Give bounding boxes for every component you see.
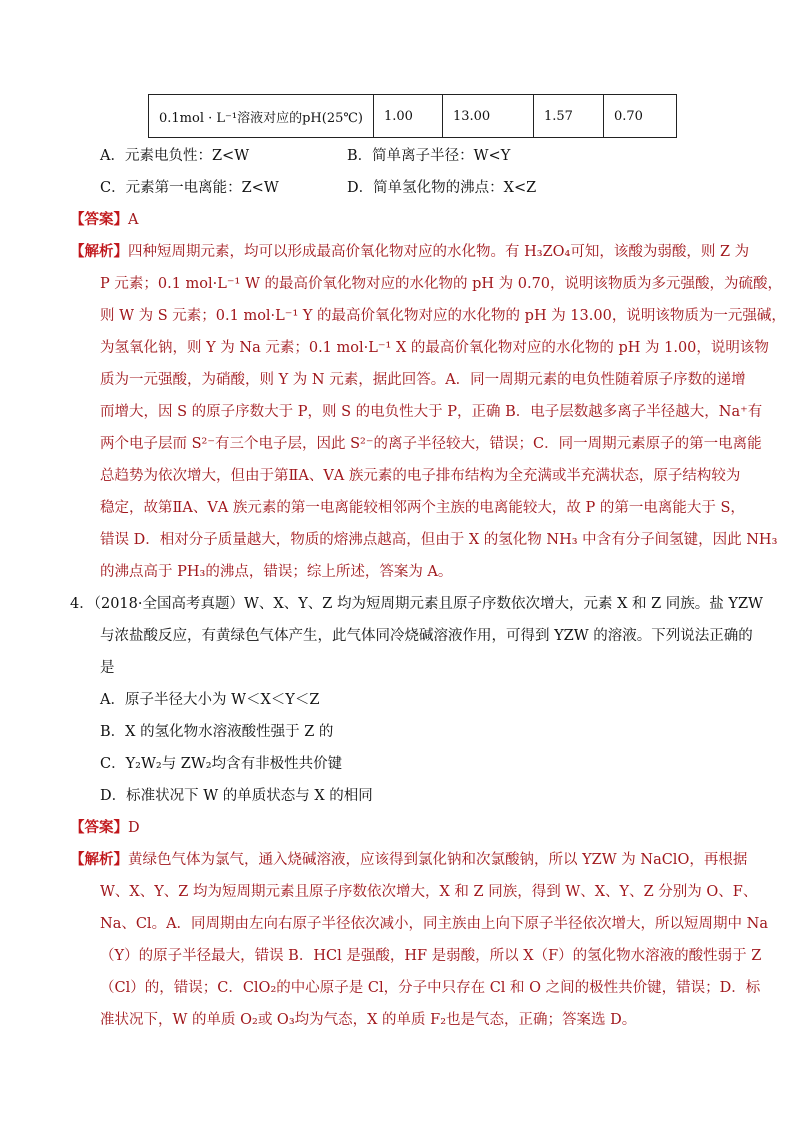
answer-tag: 【答案】 [70,212,128,228]
q3-option-c: C．元素第一电离能：Z<W [100,180,279,196]
q4-option-d: D．标准状况下 W 的单质状态与 X 的相同 [100,788,373,804]
table-label-cell: 0.1mol · L⁻¹溶液对应的pH(25℃) [149,95,374,138]
q4-option-a: A．原子半径大小为 W＜X＜Y＜Z [100,692,320,708]
analysis-line: 的沸点高于 PH₃的沸点，错误；综上所述，答案为 A。 [100,564,453,580]
ph-table [148,94,677,138]
q3-option-b: B．简单离子半径：W<Y [347,148,511,164]
analysis-line: 则 W 为 S 元素；0.1 mol·L⁻¹ Y 的最高价氧化物对应的水化物的 pH 为 13.00，说明该物质为一元强碱， [100,308,786,324]
q3-analysis-tag: 【解析】四种短周期元素，均可以形成最高价氧化物对应的水化物。有 H₃ZO₄可知，该酸为弱酸，则 Z 为 [70,244,750,260]
table-cell: 0.70 [603,95,676,138]
analysis-line: 为氢氧化钠，则 Y 为 Na 元素；0.1 mol·L⁻¹ X 的最高价氧化物对应的水化物的 pH 为 1.00，说明该物 [100,340,769,356]
analysis-line: 四种短周期元素，均可以形成最高价氧化物对应的水化物。有 H₃ZO₄可知，该酸为弱酸，则 Z 为 [128,244,750,260]
q4-stem-line: 是 [100,660,115,676]
q4-option-b: B．X 的氢化物水溶液酸性强于 Z 的 [100,724,334,740]
q3-answer [70,210,138,230]
analysis-line: P 元素；0.1 mol·L⁻¹ W 的最高价氧化物对应的水化物的 pH 为 0.70，说明该物质为多元强酸，为硫酸， [100,276,783,292]
analysis-line: 两个电子层而 S²⁻有三个电子层，因此 S²⁻的离子半径较大，错误；C．同一周期元素原子的第一电离能 [100,436,762,452]
analysis-line: W、X、Y、Z 均为短周期元素且原子序数依次增大，X 和 Z 同族，得到 W、X、Y、Z 分别为 O、F、 [100,884,758,900]
answer-tag: 【答案】 [70,820,128,836]
analysis-line: （Cl）的，错误；C．ClO₂的中心原子是 Cl，分子中只存在 Cl 和 O 之间的极性共价键，错误；D．标 [100,980,761,996]
analysis-line: 质为一元强酸，为硝酸，则 Y 为 N 元素，据此回答。A．同一周期元素的电负性随着原子序数的递增 [100,372,746,388]
analysis-line: Na、Cl。A．同周期由左向右原子半径依次减小，同主族由上向下原子半径依次增大，所以短周期中 Na [100,916,768,932]
q3-option-a: A．元素电负性：Z<W [100,148,250,164]
q4-answer [70,818,140,838]
analysis-line: 错误 D．相对分子质量越大，物质的熔沸点越高，但由于 X 的氢化物 NH₃ 中含有分子间氢键，因此 NH₃ [100,532,778,548]
analysis-line: 稳定，故第ⅡA、ⅤA 族元素的第一电离能较相邻两个主族的电离能较大，故 P 的第一电离能大于 S， [100,500,745,516]
analysis-line: 而增大，因 S 的原子序数大于 P，则 S 的电负性大于 P，正确 B．电子层数越多离子半径越大，Na⁺有 [100,404,763,420]
analysis-line: 总趋势为依次增大，但由于第ⅡA、ⅤA 族元素的电子排布结构为全充满或半充满状态，原子结构较为 [100,468,741,484]
analysis-line: 准状况下，W 的单质 O₂或 O₃均为气态，X 的单质 F₂也是气态，正确；答案选 D。 [100,1012,637,1028]
q4-stem-line: 4．（2018·全国高考真题）W、X、Y、Z 均为短周期元素且原子序数依次增大，元素 X 和 Z 同族。盐 YZW [70,596,763,612]
table-cell: 13.00 [442,95,533,138]
answer-value: D [128,820,140,836]
table-row [149,95,677,138]
table-cell: 1.00 [373,95,442,138]
analysis-line: （Y）的原子半径最大，错误 B．HCl 是强酸，HF 是弱酸，所以 X（F）的氢化物水溶液的酸性弱于 Z [100,948,762,964]
table-cell: 1.57 [533,95,603,138]
q4-stem-line: 与浓盐酸反应，有黄绿色气体产生，此气体同冷烧碱溶液作用，可得到 YZW 的溶液。下列说法正确的 [100,628,753,644]
q4-analysis-tag: 【解析】黄绿色气体为氯气，通入烧碱溶液，应该得到氯化钠和次氯酸钠，所以 YZW 为 NaClO，再根据 [70,852,748,868]
q4-option-c: C．Y₂W₂与 ZW₂均含有非极性共价键 [100,756,343,772]
answer-value: A [128,212,139,228]
analysis-line: 黄绿色气体为氯气，通入烧碱溶液，应该得到氯化钠和次氯酸钠，所以 YZW 为 NaClO，再根据 [128,852,748,868]
q3-option-d: D．简单氢化物的沸点：X<Z [347,180,537,196]
